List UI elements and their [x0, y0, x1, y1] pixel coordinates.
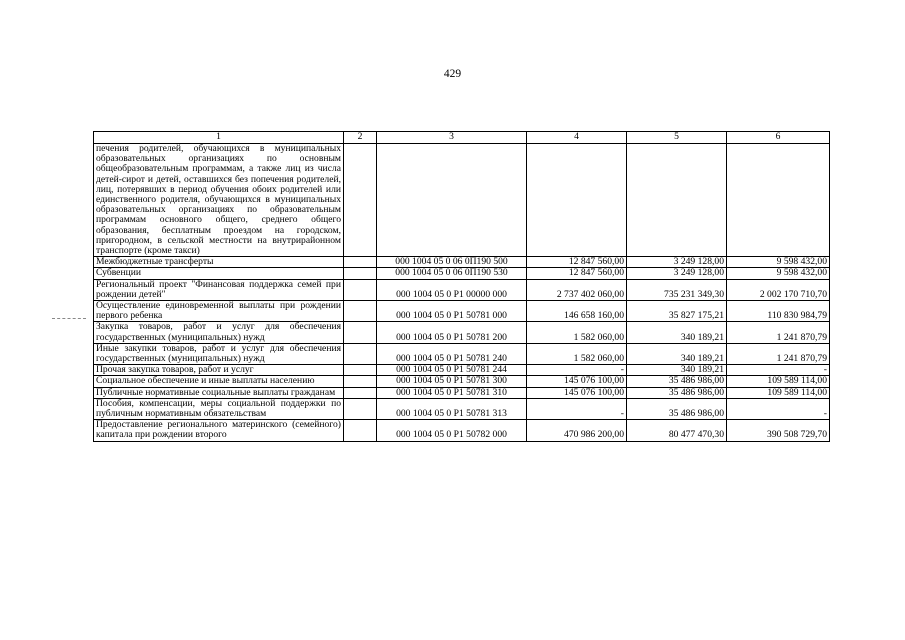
table-row — [94, 398, 830, 419]
row-col2 — [344, 279, 377, 300]
table-row — [94, 268, 830, 279]
table-row — [94, 387, 830, 398]
row-value-6: 9 598 432,00 — [727, 268, 830, 279]
row-col2 — [344, 343, 377, 364]
header-col-3: 3 — [377, 132, 527, 144]
row-value-4: 12 847 560,00 — [527, 268, 627, 279]
table-row — [94, 301, 830, 322]
header-row — [94, 132, 830, 144]
row-col2 — [344, 144, 377, 257]
row-value-5 — [627, 144, 727, 257]
row-value-5: 340 189,21 — [627, 322, 727, 343]
row-col2 — [344, 322, 377, 343]
row-value-6: 110 830 984,79 — [727, 301, 830, 322]
row-col2 — [344, 398, 377, 419]
table-row — [94, 144, 830, 257]
row-name: печения родителей, обучающихся в муниципальных образовательных организациях по основным общеобразовательным программам, а также лиц из числа детей-сирот и детей, оставшихся без попечения родителей, лиц, потерявших в период обучения обоих родителей или единственного родителя, обучающихся в муниципальных образовательных организациях по образовательным программам основного общего, среднего общего образования, бесплатным проездом на городском, пригородном, в сельской местности на внутрирайонном транспорте (кроме такси) — [94, 144, 344, 257]
row-value-4: 145 076 100,00 — [527, 387, 627, 398]
row-value-4: 145 076 100,00 — [527, 376, 627, 387]
row-value-5: 340 189,21 — [627, 343, 727, 364]
row-value-4: 146 658 160,00 — [527, 301, 627, 322]
row-value-6: 390 508 729,70 — [727, 420, 830, 441]
row-code: 000 1004 05 0 P1 50781 000 — [377, 301, 527, 322]
row-code: 000 1004 05 0 P1 50781 310 — [377, 387, 527, 398]
row-value-4: 2 737 402 060,00 — [527, 279, 627, 300]
row-value-5: 35 486 986,00 — [627, 387, 727, 398]
row-col2 — [344, 376, 377, 387]
row-code: 000 1004 05 0 06 0П190 530 — [377, 268, 527, 279]
row-value-4: - — [527, 365, 627, 376]
row-value-5: 3 249 128,00 — [627, 257, 727, 268]
row-name: Пособия, компенсации, меры социальной поддержки по публичным нормативным обязательствам — [94, 398, 344, 419]
row-code: 000 1004 05 0 06 0П190 500 — [377, 257, 527, 268]
header-col-1: 1 — [94, 132, 344, 144]
row-name: Публичные нормативные социальные выплаты гражданам — [94, 387, 344, 398]
table-row — [94, 343, 830, 364]
row-name: Иные закупки товаров, работ и услуг для обеспечения государственных (муниципальных) нужд — [94, 343, 344, 364]
row-value-5: 80 477 470,30 — [627, 420, 727, 441]
row-code: 000 1004 05 0 P1 50782 000 — [377, 420, 527, 441]
table-row — [94, 376, 830, 387]
row-value-6: - — [727, 398, 830, 419]
row-code: 000 1004 05 0 P1 50781 313 — [377, 398, 527, 419]
header-col-4: 4 — [527, 132, 627, 144]
row-col2 — [344, 268, 377, 279]
row-value-6: 2 002 170 710,70 — [727, 279, 830, 300]
row-value-6: 9 598 432,00 — [727, 257, 830, 268]
page-number: 429 — [443, 68, 462, 80]
row-col2 — [344, 365, 377, 376]
row-value-5: 340 189,21 — [627, 365, 727, 376]
row-value-4: 1 582 060,00 — [527, 343, 627, 364]
row-value-6: 1 241 870,79 — [727, 343, 830, 364]
row-value-6: 1 241 870,79 — [727, 322, 830, 343]
budget-table — [93, 131, 830, 442]
row-value-4: 470 986 200,00 — [527, 420, 627, 441]
row-value-6: - — [727, 365, 830, 376]
header-col-6: 6 — [727, 132, 830, 144]
row-col2 — [344, 420, 377, 441]
row-name: Социальное обеспечение и иные выплаты населению — [94, 376, 344, 387]
row-code: 000 1004 05 0 P1 50781 300 — [377, 376, 527, 387]
row-value-5: 35 827 175,21 — [627, 301, 727, 322]
header-col-2: 2 — [344, 132, 377, 144]
row-value-5: 735 231 349,30 — [627, 279, 727, 300]
row-col2 — [344, 257, 377, 268]
header-col-5: 5 — [627, 132, 727, 144]
row-value-4: 12 847 560,00 — [527, 257, 627, 268]
row-code: 000 1004 05 0 P1 00000 000 — [377, 279, 527, 300]
row-value-4: - — [527, 398, 627, 419]
row-name: Межбюджетные трансферты — [94, 257, 344, 268]
row-value-6: 109 589 114,00 — [727, 376, 830, 387]
margin-mark — [52, 318, 86, 319]
row-name: Региональный проект "Финансовая поддержка семей при рождении детей" — [94, 279, 344, 300]
row-value-6: 109 589 114,00 — [727, 387, 830, 398]
row-name: Закупка товаров, работ и услуг для обеспечения государственных (муниципальных) нужд — [94, 322, 344, 343]
row-name: Предоставление регионального материнского (семейного) капитала при рождении второго — [94, 420, 344, 441]
row-name: Прочая закупка товаров, работ и услуг — [94, 365, 344, 376]
table-row — [94, 322, 830, 343]
row-value-4: 1 582 060,00 — [527, 322, 627, 343]
row-name: Осуществление единовременной выплаты при рождении первого ребенка — [94, 301, 344, 322]
table-row — [94, 279, 830, 300]
row-col2 — [344, 301, 377, 322]
row-value-4 — [527, 144, 627, 257]
row-code — [377, 144, 527, 257]
row-code: 000 1004 05 0 P1 50781 240 — [377, 343, 527, 364]
table-row — [94, 365, 830, 376]
row-col2 — [344, 387, 377, 398]
row-value-6 — [727, 144, 830, 257]
row-code: 000 1004 05 0 P1 50781 244 — [377, 365, 527, 376]
table-row — [94, 257, 830, 268]
row-value-5: 35 486 986,00 — [627, 398, 727, 419]
row-name: Субвенции — [94, 268, 344, 279]
row-value-5: 35 486 986,00 — [627, 376, 727, 387]
table-row — [94, 420, 830, 441]
row-value-5: 3 249 128,00 — [627, 268, 727, 279]
row-code: 000 1004 05 0 P1 50781 200 — [377, 322, 527, 343]
